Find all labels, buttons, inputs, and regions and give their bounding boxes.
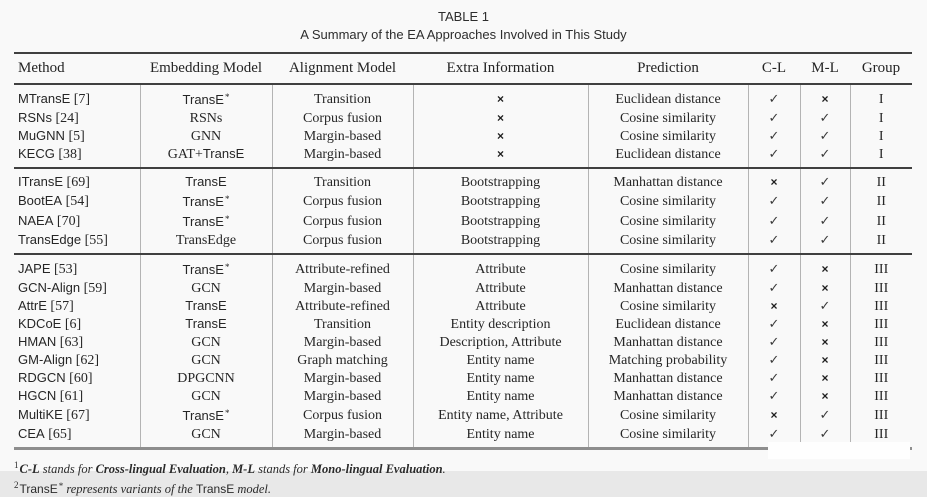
- cross-mark-icon: ×: [496, 91, 504, 106]
- cell-extra-information: Entity name: [413, 425, 588, 449]
- method-name: RSNs: [18, 110, 52, 125]
- method-name: MultiKE: [18, 407, 63, 422]
- cell-cross-lingual: [748, 84, 800, 109]
- cell-mono-lingual: [800, 127, 850, 145]
- cell-extra-information: Attribute: [413, 279, 588, 297]
- footnote-text-segment: C-L: [19, 462, 40, 476]
- model-name-segment: *: [224, 92, 230, 102]
- cell-alignment-model: Margin-based: [272, 145, 413, 168]
- citation-ref: [55]: [81, 233, 108, 248]
- method-name: NAEA: [18, 213, 54, 228]
- cell-method: [14, 168, 140, 191]
- check-mark-icon: ✓: [768, 193, 780, 208]
- cell-cross-lingual: [748, 145, 800, 168]
- cell-group: III: [850, 369, 912, 387]
- cell-cross-lingual: [748, 254, 800, 279]
- cross-mark-icon: ×: [496, 110, 504, 125]
- cell-prediction: Cosine similarity: [588, 254, 748, 279]
- cell-group: II: [850, 191, 912, 211]
- cell-alignment-model: Corpus fusion: [272, 231, 413, 254]
- check-mark-icon: ✓: [768, 280, 780, 295]
- cell-method: [14, 387, 140, 405]
- cell-mono-lingual: [800, 254, 850, 279]
- cell-alignment-model: Corpus fusion: [272, 191, 413, 211]
- table-row-mugnn: [14, 127, 912, 145]
- method-name: TransEdge: [18, 232, 82, 247]
- citation-ref: [38]: [54, 147, 82, 162]
- citation-ref: [24]: [51, 111, 79, 126]
- cross-mark-icon: ×: [821, 334, 829, 349]
- footnote-2: [14, 477, 927, 497]
- check-mark-icon: ✓: [819, 110, 831, 125]
- cell-method: [14, 254, 140, 279]
- footnote-text-segment: represents variants of the: [63, 482, 196, 496]
- check-mark-icon: ✓: [819, 174, 831, 189]
- cell-mono-lingual: [800, 405, 850, 425]
- cell-prediction: Cosine similarity: [588, 191, 748, 211]
- footnote-text-segment: Cross-lingual Evaluation: [95, 462, 226, 476]
- model-name-segment: TransE: [182, 92, 224, 107]
- table-header-row: [14, 53, 912, 84]
- cell-alignment-model: Margin-based: [272, 425, 413, 449]
- check-mark-icon: ✓: [819, 298, 831, 313]
- table-row-itranse: [14, 168, 912, 191]
- table-row-transedge: [14, 231, 912, 254]
- footnote-text-segment: stands for: [254, 462, 311, 476]
- cell-cross-lingual: [748, 297, 800, 315]
- cell-group: I: [850, 145, 912, 168]
- table-caption: [0, 0, 927, 44]
- cross-mark-icon: ×: [821, 261, 829, 276]
- cell-cross-lingual: [748, 405, 800, 425]
- table-row-gcn-align: [14, 279, 912, 297]
- model-name-segment: TransE: [202, 146, 245, 161]
- cross-mark-icon: ×: [821, 316, 829, 331]
- cell-alignment-model: Corpus fusion: [272, 109, 413, 127]
- cell-cross-lingual: [748, 168, 800, 191]
- method-name: KECG: [18, 146, 55, 161]
- check-mark-icon: ✓: [819, 213, 831, 228]
- check-mark-icon: ✓: [768, 232, 780, 247]
- cell-embedding-model: [140, 211, 272, 231]
- cell-cross-lingual: [748, 211, 800, 231]
- cell-embedding-model: [140, 231, 272, 254]
- cell-cross-lingual: [748, 333, 800, 351]
- cell-extra-information: Description, Attribute: [413, 333, 588, 351]
- cell-cross-lingual: [748, 351, 800, 369]
- check-mark-icon: ✓: [768, 352, 780, 367]
- model-name-segment: *: [224, 408, 230, 418]
- cell-method: [14, 145, 140, 168]
- footnote-marker: 1: [14, 460, 19, 470]
- model-name-segment: GNN: [190, 128, 222, 144]
- table-row-naea: [14, 211, 912, 231]
- cell-mono-lingual: [800, 168, 850, 191]
- check-mark-icon: ✓: [768, 370, 780, 385]
- cell-prediction: Manhattan distance: [588, 279, 748, 297]
- footnote-text-segment: Mono-lingual Evaluation: [310, 462, 443, 476]
- model-name-segment: GCN: [191, 426, 221, 442]
- cell-cross-lingual: [748, 387, 800, 405]
- cross-mark-icon: ×: [770, 407, 778, 422]
- model-name-segment: GCN: [191, 280, 221, 296]
- check-mark-icon: ✓: [819, 146, 831, 161]
- cross-mark-icon: ×: [821, 370, 829, 385]
- scan-artifact-patch: [768, 442, 910, 459]
- cell-method: [14, 84, 140, 109]
- cell-method: [14, 405, 140, 425]
- citation-ref: [59]: [80, 281, 107, 296]
- cell-alignment-model: Margin-based: [272, 279, 413, 297]
- cross-mark-icon: ×: [496, 146, 504, 161]
- cell-method: [14, 297, 140, 315]
- cell-group: II: [850, 231, 912, 254]
- cell-mono-lingual: [800, 297, 850, 315]
- method-name: CEA: [18, 426, 45, 441]
- citation-ref: [61]: [56, 389, 84, 404]
- cell-prediction: Cosine similarity: [588, 211, 748, 231]
- cell-alignment-model: Margin-based: [272, 369, 413, 387]
- cell-cross-lingual: [748, 315, 800, 333]
- citation-ref: [60]: [65, 371, 93, 386]
- cell-alignment-model: Margin-based: [272, 333, 413, 351]
- column-header-prediction: Prediction: [588, 53, 748, 84]
- citation-ref: [57]: [46, 299, 74, 314]
- footnote-1: [14, 457, 927, 477]
- model-name-segment: GCN: [191, 352, 221, 368]
- method-name: AttrE: [18, 298, 47, 313]
- cell-prediction: Cosine similarity: [588, 297, 748, 315]
- table-row-multike: [14, 405, 912, 425]
- footnote-text-segment: M-L: [232, 462, 255, 476]
- method-name: ITransE: [18, 174, 64, 189]
- cell-extra-information: [413, 127, 588, 145]
- table-row-gm-align: [14, 351, 912, 369]
- cell-mono-lingual: [800, 84, 850, 109]
- cell-prediction: Euclidean distance: [588, 84, 748, 109]
- cell-group: III: [850, 315, 912, 333]
- check-mark-icon: ✓: [768, 388, 780, 403]
- footnote-text-segment: stands for: [39, 462, 96, 476]
- check-mark-icon: ✓: [768, 316, 780, 331]
- table-row-jape: [14, 254, 912, 279]
- cell-method: [14, 351, 140, 369]
- cell-group: I: [850, 127, 912, 145]
- check-mark-icon: ✓: [768, 426, 780, 441]
- cell-group: III: [850, 254, 912, 279]
- cross-mark-icon: ×: [770, 298, 778, 313]
- cell-prediction: Manhattan distance: [588, 369, 748, 387]
- group-ii: [14, 168, 912, 254]
- cell-mono-lingual: [800, 351, 850, 369]
- cell-group: III: [850, 297, 912, 315]
- cell-mono-lingual: [800, 231, 850, 254]
- cell-embedding-model: [140, 425, 272, 449]
- cell-mono-lingual: [800, 109, 850, 127]
- citation-ref: [54]: [62, 194, 89, 209]
- cell-group: I: [850, 109, 912, 127]
- column-header-m-l: M-L: [800, 53, 850, 84]
- cell-prediction: Manhattan distance: [588, 333, 748, 351]
- table-footnotes: [14, 457, 927, 497]
- cell-alignment-model: Graph matching: [272, 351, 413, 369]
- model-name-segment: TransE: [182, 214, 224, 229]
- citation-ref: [65]: [44, 427, 72, 442]
- model-name-segment: *: [224, 214, 230, 224]
- cell-extra-information: Entity name: [413, 351, 588, 369]
- table-row-mtranse: [14, 84, 912, 109]
- cross-mark-icon: ×: [770, 174, 778, 189]
- cross-mark-icon: ×: [821, 280, 829, 295]
- check-mark-icon: ✓: [768, 128, 780, 143]
- cell-embedding-model: [140, 279, 272, 297]
- citation-ref: [7]: [70, 92, 91, 107]
- cross-mark-icon: ×: [821, 91, 829, 106]
- cell-alignment-model: Transition: [272, 84, 413, 109]
- table-row-attre: [14, 297, 912, 315]
- group-i: [14, 84, 912, 168]
- cell-embedding-model: [140, 315, 272, 333]
- cell-embedding-model: [140, 254, 272, 279]
- cell-alignment-model: Transition: [272, 168, 413, 191]
- model-name-segment: TransEdge: [175, 232, 237, 248]
- cell-embedding-model: [140, 387, 272, 405]
- cell-mono-lingual: [800, 211, 850, 231]
- cell-embedding-model: [140, 333, 272, 351]
- footnote-text-segment: TransE: [19, 482, 58, 496]
- cell-group: III: [850, 425, 912, 449]
- cell-prediction: Matching probability: [588, 351, 748, 369]
- cross-mark-icon: ×: [821, 352, 829, 367]
- ea-approaches-table: [14, 52, 912, 450]
- cell-extra-information: Entity description: [413, 315, 588, 333]
- cell-extra-information: [413, 84, 588, 109]
- cell-prediction: Cosine similarity: [588, 425, 748, 449]
- cell-group: II: [850, 211, 912, 231]
- cell-cross-lingual: [748, 369, 800, 387]
- table-row-hman: [14, 333, 912, 351]
- cell-extra-information: Bootstrapping: [413, 191, 588, 211]
- footnote-text-segment: TransE: [195, 482, 235, 496]
- cell-extra-information: Attribute: [413, 297, 588, 315]
- model-name-segment: TransE: [182, 408, 224, 423]
- cell-embedding-model: [140, 369, 272, 387]
- table-row-kdcoe: [14, 315, 912, 333]
- cell-extra-information: Bootstrapping: [413, 231, 588, 254]
- cell-extra-information: Entity name: [413, 369, 588, 387]
- cell-method: [14, 231, 140, 254]
- check-mark-icon: ✓: [819, 407, 831, 422]
- cell-prediction: Cosine similarity: [588, 127, 748, 145]
- cell-method: [14, 109, 140, 127]
- method-name: GCN-Align: [18, 280, 81, 295]
- footnote-text-segment: ,: [225, 462, 233, 476]
- table-row-kecg: [14, 145, 912, 168]
- cell-alignment-model: Transition: [272, 315, 413, 333]
- check-mark-icon: ✓: [768, 213, 780, 228]
- method-name: HGCN: [18, 388, 57, 403]
- citation-ref: [5]: [64, 129, 85, 144]
- cell-embedding-model: [140, 145, 272, 168]
- cell-mono-lingual: [800, 387, 850, 405]
- table-title: A Summary of the EA Approaches Involved in This Study: [300, 27, 627, 42]
- table-row-bootea: [14, 191, 912, 211]
- cell-group: III: [850, 351, 912, 369]
- cell-embedding-model: [140, 84, 272, 109]
- cell-mono-lingual: [800, 369, 850, 387]
- cell-prediction: Manhattan distance: [588, 387, 748, 405]
- cell-extra-information: Bootstrapping: [413, 168, 588, 191]
- model-name-segment: TransE: [185, 174, 227, 189]
- cell-cross-lingual: [748, 191, 800, 211]
- method-name: HMAN: [18, 334, 57, 349]
- model-name-segment: TransE: [182, 194, 224, 209]
- cell-embedding-model: [140, 191, 272, 211]
- method-name: KDCoE: [18, 316, 62, 331]
- check-mark-icon: ✓: [768, 261, 780, 276]
- method-name: JAPE: [18, 261, 51, 276]
- model-name-segment: GCN: [191, 334, 221, 350]
- model-name-segment: TransE: [185, 316, 227, 331]
- cell-method: [14, 369, 140, 387]
- cell-cross-lingual: [748, 279, 800, 297]
- check-mark-icon: ✓: [819, 128, 831, 143]
- column-header-method: Method: [14, 53, 140, 84]
- citation-ref: [6]: [61, 317, 82, 332]
- model-name-segment: TransE: [182, 262, 224, 277]
- cell-embedding-model: [140, 351, 272, 369]
- cell-embedding-model: [140, 297, 272, 315]
- column-header-alignment-model: Alignment Model: [272, 53, 413, 84]
- group-iii: [14, 254, 912, 449]
- cell-alignment-model: Margin-based: [272, 387, 413, 405]
- footnote-marker: 2: [14, 480, 19, 490]
- citation-ref: [70]: [53, 214, 81, 229]
- cell-extra-information: Entity name, Attribute: [413, 405, 588, 425]
- cell-prediction: Euclidean distance: [588, 315, 748, 333]
- citation-ref: [69]: [63, 175, 90, 190]
- cell-mono-lingual: [800, 191, 850, 211]
- cell-alignment-model: Attribute-refined: [272, 297, 413, 315]
- cell-method: [14, 279, 140, 297]
- cell-alignment-model: Margin-based: [272, 127, 413, 145]
- cell-mono-lingual: [800, 145, 850, 168]
- method-name: MuGNN: [18, 128, 65, 143]
- table-row-rsns: [14, 109, 912, 127]
- cell-embedding-model: [140, 109, 272, 127]
- citation-ref: [63]: [56, 335, 84, 350]
- table-row-hgcn: [14, 387, 912, 405]
- cell-method: [14, 211, 140, 231]
- model-name-segment: DPGCNN: [177, 370, 235, 386]
- method-name: MTransE: [18, 91, 71, 106]
- method-name: BootEA: [18, 193, 63, 208]
- method-name: RDGCN: [18, 370, 66, 385]
- cell-embedding-model: [140, 405, 272, 425]
- cell-mono-lingual: [800, 315, 850, 333]
- cell-method: [14, 127, 140, 145]
- cell-cross-lingual: [748, 109, 800, 127]
- cell-cross-lingual: [748, 127, 800, 145]
- cell-group: I: [850, 84, 912, 109]
- table-row-rdgcn: [14, 369, 912, 387]
- cell-prediction: Euclidean distance: [588, 145, 748, 168]
- citation-ref: [62]: [72, 353, 100, 368]
- check-mark-icon: ✓: [768, 146, 780, 161]
- cross-mark-icon: ×: [496, 128, 504, 143]
- model-name-segment: *: [224, 262, 230, 272]
- method-name: GM-Align: [18, 352, 73, 367]
- cell-group: III: [850, 279, 912, 297]
- column-header-group: Group: [850, 53, 912, 84]
- cell-group: III: [850, 387, 912, 405]
- cell-embedding-model: [140, 127, 272, 145]
- cell-cross-lingual: [748, 231, 800, 254]
- check-mark-icon: ✓: [819, 426, 831, 441]
- cell-alignment-model: Corpus fusion: [272, 211, 413, 231]
- cell-prediction: Cosine similarity: [588, 231, 748, 254]
- cell-method: [14, 315, 140, 333]
- cell-extra-information: Bootstrapping: [413, 211, 588, 231]
- model-name-segment: *: [224, 194, 230, 204]
- cell-extra-information: [413, 109, 588, 127]
- check-mark-icon: ✓: [819, 232, 831, 247]
- check-mark-icon: ✓: [768, 334, 780, 349]
- table-number: TABLE 1: [437, 9, 490, 24]
- check-mark-icon: ✓: [768, 91, 780, 106]
- cell-extra-information: Entity name: [413, 387, 588, 405]
- citation-ref: [67]: [62, 408, 90, 423]
- cell-method: [14, 333, 140, 351]
- cell-group: III: [850, 405, 912, 425]
- model-name-segment: GCN: [191, 388, 221, 404]
- check-mark-icon: ✓: [819, 193, 831, 208]
- cross-mark-icon: ×: [821, 388, 829, 403]
- cell-prediction: Manhattan distance: [588, 168, 748, 191]
- cell-alignment-model: Attribute-refined: [272, 254, 413, 279]
- column-header-c-l: C-L: [748, 53, 800, 84]
- model-name-segment: GAT+: [167, 147, 203, 162]
- cell-method: [14, 425, 140, 449]
- column-header-embedding-model: Embedding Model: [140, 53, 272, 84]
- column-header-extra-information: Extra Information: [413, 53, 588, 84]
- cell-extra-information: Attribute: [413, 254, 588, 279]
- cell-method: [14, 191, 140, 211]
- check-mark-icon: ✓: [768, 110, 780, 125]
- cell-mono-lingual: [800, 333, 850, 351]
- model-name-segment: TransE: [185, 298, 227, 313]
- cell-prediction: Cosine similarity: [588, 109, 748, 127]
- cell-extra-information: [413, 145, 588, 168]
- footnote-text-segment: .: [442, 462, 446, 476]
- cell-group: III: [850, 333, 912, 351]
- model-name-segment: RSNs: [189, 110, 223, 126]
- cell-embedding-model: [140, 168, 272, 191]
- cell-prediction: Cosine similarity: [588, 405, 748, 425]
- footnote-text-segment: *: [58, 481, 64, 491]
- cell-alignment-model: Corpus fusion: [272, 405, 413, 425]
- cell-group: II: [850, 168, 912, 191]
- cell-mono-lingual: [800, 279, 850, 297]
- citation-ref: [53]: [50, 262, 78, 277]
- footnote-text-segment: model.: [234, 482, 272, 496]
